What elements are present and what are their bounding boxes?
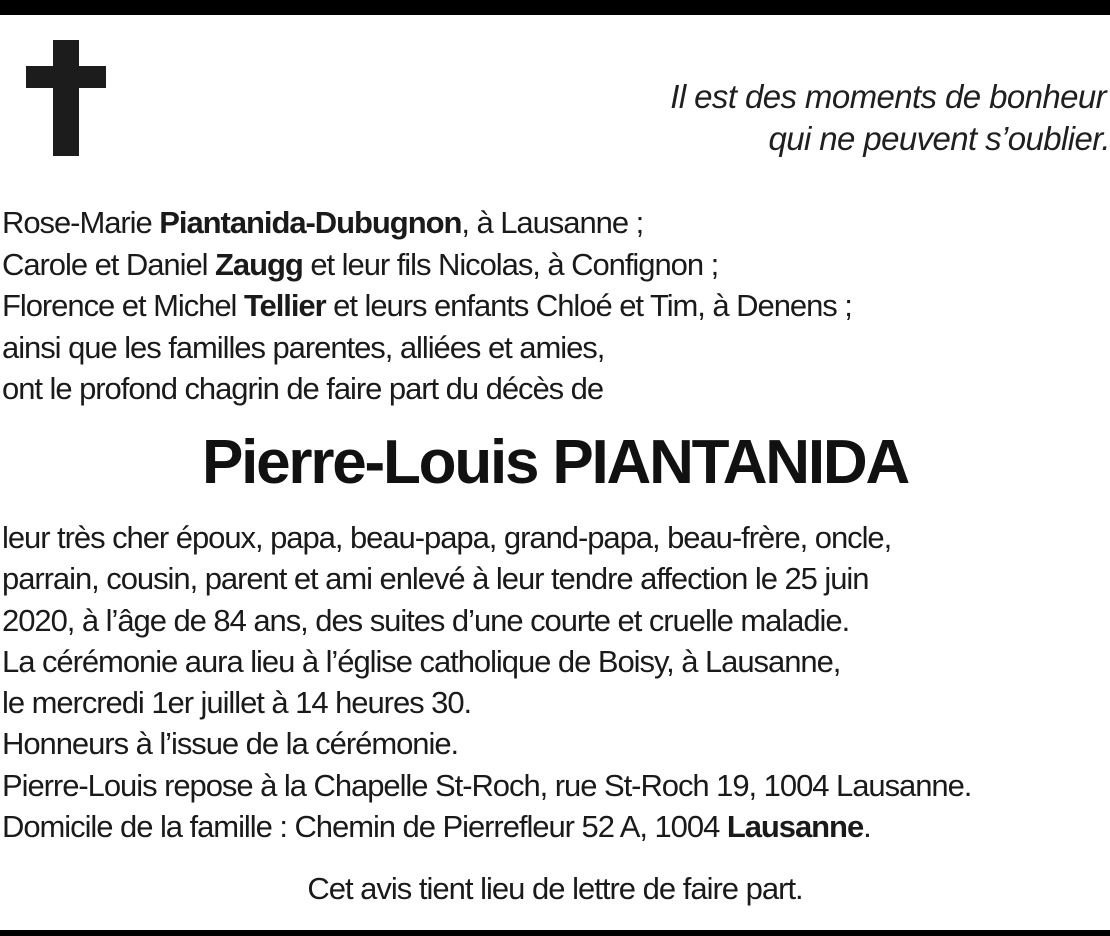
deceased-name-heading: Pierre-Louis PIANTANIDA bbox=[201, 428, 909, 497]
top-border-rule bbox=[0, 0, 1110, 15]
text-fragment: Carole et Daniel bbox=[2, 246, 216, 282]
quote-line: Il est des moments de bonheur bbox=[670, 78, 1106, 115]
quote-line: qui ne peuvent s’oublier. bbox=[768, 120, 1110, 157]
family-surname: Zaugg bbox=[215, 246, 303, 282]
text-fragment: Rose-Marie bbox=[2, 205, 160, 240]
family-line: ont le profond chagrin de faire part du décès de bbox=[2, 371, 604, 406]
family-surname: Piantanida-Dubugnon bbox=[159, 205, 462, 240]
family-line bbox=[2, 285, 852, 327]
details-line: 2020, à l’âge de 84 ans, des suites d’une courte et cruelle maladie. bbox=[2, 602, 850, 638]
obituary-details bbox=[2, 517, 971, 847]
cross-horizontal-bar bbox=[26, 66, 106, 88]
text-fragment: et leur fils Nicolas, à Confignon ; bbox=[302, 246, 719, 282]
details-line: leur très cher époux, papa, beau-papa, grand-papa, beau-frère, oncle, bbox=[2, 520, 892, 555]
details-line: Honneurs à l’issue de la cérémonie. bbox=[2, 726, 459, 762]
text-fragment: Domicile de la famille : Chemin de Pierrefleur 52 A, 1004 bbox=[2, 809, 727, 845]
town-name: Lausanne bbox=[726, 809, 864, 845]
cross-icon bbox=[26, 40, 106, 156]
family-announcement bbox=[2, 202, 852, 410]
details-line bbox=[2, 806, 971, 847]
details-line: parrain, cousin, parent et ami enlevé à leur tendre affection le 25 juin bbox=[2, 561, 869, 597]
footer-note: Cet avis tient lieu de lettre de faire part. bbox=[307, 871, 803, 906]
text-fragment: . bbox=[863, 809, 871, 845]
details-line: Pierre-Louis repose à la Chapelle St-Roch, rue St-Roch 19, 1004 Lausanne. bbox=[2, 767, 972, 803]
family-line bbox=[2, 244, 852, 286]
family-line bbox=[2, 202, 852, 244]
text-fragment: Florence et Michel bbox=[2, 288, 244, 323]
details-line: le mercredi 1er juillet à 14 heures 30. bbox=[2, 685, 472, 721]
bottom-border-rule bbox=[0, 930, 1110, 936]
cross-vertical-bar bbox=[53, 40, 79, 156]
details-line: La cérémonie aura lieu à l’église catholique de Boisy, à Lausanne, bbox=[2, 643, 841, 679]
family-surname: Tellier bbox=[243, 288, 326, 323]
epigraph-quote bbox=[506, 76, 1110, 160]
family-line: ainsi que les familles parentes, alliées et amies, bbox=[2, 329, 605, 365]
text-fragment: , à Lausanne ; bbox=[461, 205, 644, 240]
text-fragment: et leurs enfants Chloé et Tim, à Denens ; bbox=[325, 288, 852, 323]
